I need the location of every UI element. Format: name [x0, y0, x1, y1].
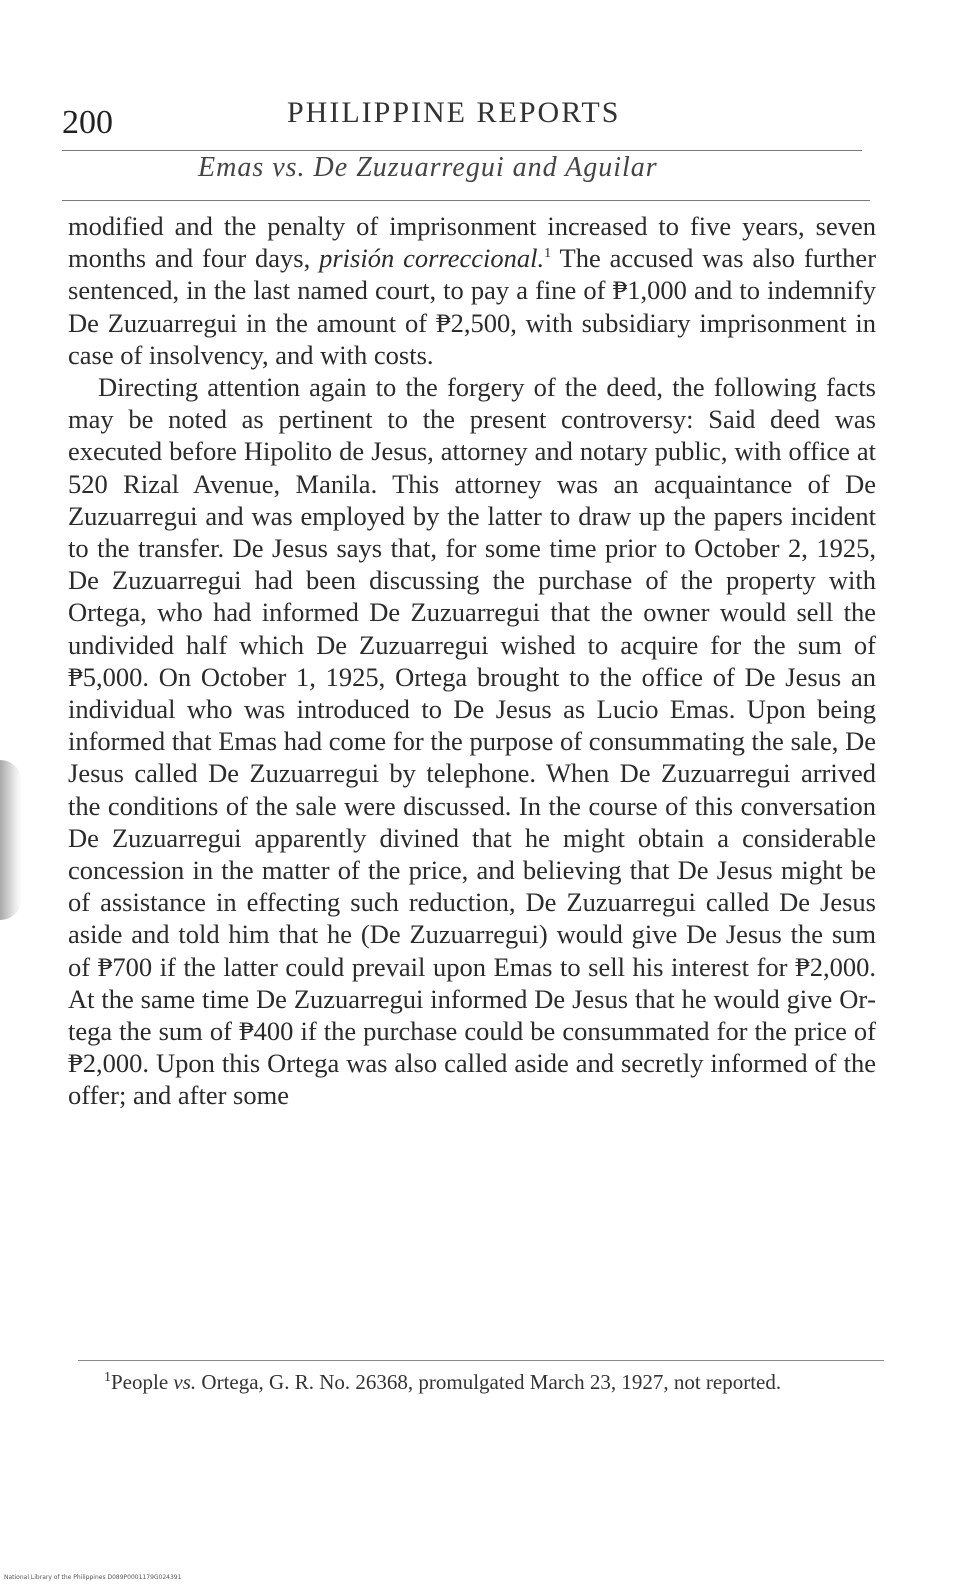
paragraph-1-end: The accused was also further sentenced, in the last named court, to pay a fine of ₱1,000 and to indemnify De Zuzuarregui in the amount of ₱2,500, with subsidiary imprisonment in case of insolvency, and with costs. [68, 243, 877, 370]
paragraph-2: Directing attention again to the forgery of the deed, the following facts may be noted as pertinent to the present controversy: Said deed was executed before Hipolito de Jesus, attorney and notary public, with office at 520 Rizal Avenue, Manila. This attorney was an acquaintance of De Zuzuarregui and was employed by the latter to draw up the papers incident to the transfer. De Jesus says that, for some time prior to October 2, 1925, De Zuzuarregui had been discussing the purchase of the property with Ortega, who had informed De Zuzuarregui that the owner would sell the undivided half which De Zuzuarregui wished to acquire for the sum of ₱5,000. On October 1, 1925, Ortega brought to the office of De Jesus an individual who was introduced to De Jesus as Lucio Emas. Upon being informed that Emas had come for the purpose of consummating the sale, De Jesus called De Zuzuarregui by telephone. When De Zuzuarregui arrived the conditions of the sale were discussed. In the course of this conversation De Zuzuarregui apparently divined that he might obtain a considerable concession in the matter of the price, and believing that De Jesus might be of assistance in effecting such reduction, De Zuzuarregui called De Jesus aside and told him that he (De Zuzuarregui) would give De Jesus the sum of ₱700 if the latter could prevail upon Emas to sell his interest for ₱2,000. At the same time De Zuzuarregui informed De Jesus that he would give Ortega the sum of ₱400 if the purchase could be consummated for the price of ₱2,000. Upon this Ortega was also called aside and secretly informed of the offer; and after some [68, 372, 876, 1111]
body-text [68, 210, 876, 1112]
paragraph-1 [68, 210, 876, 371]
library-watermark: National Library of the Philippines D089P0001179G024391 [4, 1574, 182, 1581]
running-title: PHILIPPINE REPORTS [287, 96, 621, 129]
footnote-party: People [111, 1370, 169, 1394]
case-title-rule [62, 200, 870, 201]
footnote-marker: 1 [544, 246, 552, 262]
case-title: Emas vs. De Zuzuarregui and Aguilar [198, 152, 658, 183]
binding-shadow [0, 760, 22, 920]
latin-term: prisión correccional. [319, 243, 545, 274]
footnote-rule [78, 1360, 884, 1361]
page-number: 200 [62, 104, 113, 141]
header-rule [62, 150, 862, 151]
footnote-number: 1 [104, 1370, 111, 1385]
paragraph-1-start: modified and the penalty of imprisonment increased to five years, seven months and four days, [68, 211, 876, 274]
footnote [78, 1366, 884, 1398]
footnote-citation: Ortega, G. R. No. 26368, promulgated March 23, 1927, not reported. [201, 1370, 782, 1394]
page-header [62, 88, 870, 144]
footnote-vs: vs. [173, 1370, 197, 1394]
